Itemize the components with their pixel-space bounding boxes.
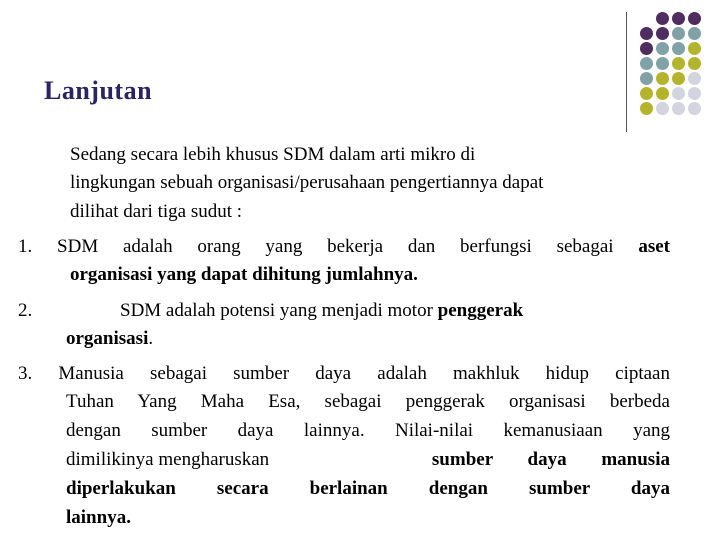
item-3-line-3: dengan sumber daya lainnya. Nilai-nilai kemanusiaan yang: [66, 420, 670, 441]
intro-line-1: Sedang secara lebih khusus SDM dalam arti mikro di: [70, 144, 476, 165]
item-3-line-5: diperlakukan secara berlainan dengan sumber daya: [66, 478, 670, 499]
item-2-line-1: [120, 298, 523, 324]
item-2-line-2: [66, 326, 153, 352]
item-2-period: .: [148, 328, 154, 349]
item-1-bold-aset: aset: [638, 236, 671, 257]
item-2-bold-penggerak: penggerak: [437, 300, 524, 321]
item-2-text: SDM adalah potensi yang menjadi motor: [120, 300, 433, 321]
item-1-line-2: organisasi yang dapat dihitung jumlahnya.: [70, 264, 418, 285]
intro-line-2: lingkungan sebuah organisasi/perusahaan pengertiannya dapat: [70, 172, 544, 193]
intro-line-3: dilihat dari tiga sudut :: [70, 201, 243, 222]
slide-title: Lanjutan: [44, 76, 153, 105]
item-3-line-2: Tuhan Yang Maha Esa, sebagai penggerak organisasi berbeda: [66, 391, 670, 412]
item-2-number: 2.: [18, 300, 33, 321]
item-3-line-4-bold: sumber daya manusia: [431, 449, 670, 470]
item-3-line-1: 3. Manusia sebagai sumber daya adalah makhluk hidup ciptaan: [18, 363, 670, 384]
item-3-line-4: [66, 447, 670, 473]
item-3-line-4-normal: dimilikinya mengharuskan: [66, 449, 270, 470]
item-1-text: 1. SDM adalah orang yang bekerja dan berfungsi sebagai: [18, 236, 614, 257]
item-3-line-6: lainnya.: [66, 507, 131, 528]
item-1-line-1: [18, 234, 670, 260]
item-2-bold-organisasi: organisasi: [66, 328, 149, 349]
